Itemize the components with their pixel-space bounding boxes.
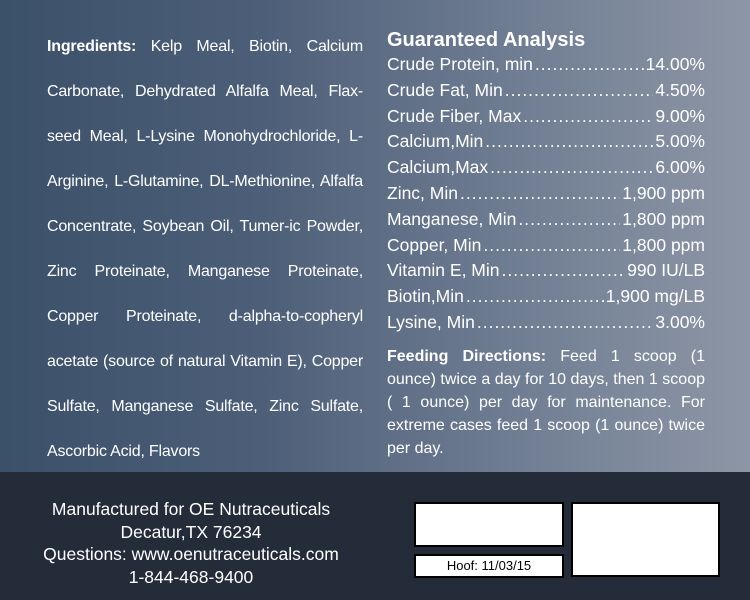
analysis-row-name: Zinc, Min [387, 182, 458, 203]
ingredients-block [47, 24, 363, 474]
analysis-row-name: Biotin,Min [387, 286, 464, 307]
analysis-row [387, 183, 705, 209]
ingredients-label: Ingredients: [47, 38, 137, 55]
blank-stamp-box [571, 502, 720, 577]
analysis-row-value: 1,800 ppm [622, 208, 705, 229]
analysis-row [387, 286, 705, 312]
analysis-row [387, 260, 705, 286]
analysis-row-name: Crude Fat, Min [387, 79, 503, 100]
analysis-row [387, 235, 705, 261]
analysis-row [387, 80, 705, 106]
blank-label-box [414, 502, 564, 547]
dot-leader [460, 183, 620, 204]
analysis-row-value: 14.00% [645, 54, 705, 74]
manufacturer-phone: 1-844-468-9400 [128, 566, 254, 587]
dot-leader [502, 260, 626, 281]
analysis-row [387, 157, 705, 183]
dot-leader [485, 131, 653, 152]
feeding-text: Feed 1 scoop (1 ounce) twice a day for 10 days, then 1 scoop ( 1 ounce) per day for maintenance. For extreme cases feed 1 scoop (1 ounce) twice per day. [387, 348, 706, 457]
dot-leader [518, 209, 620, 230]
dot-leader [483, 235, 620, 256]
analysis-row-name: Crude Protein, min [387, 54, 533, 74]
analysis-row-value: 5.00% [655, 131, 705, 152]
analysis-row-value: 1,800 ppm [622, 234, 705, 255]
analysis-row-name: Calcium,Min [387, 131, 484, 152]
analysis-row [387, 209, 705, 235]
dot-leader [477, 312, 654, 333]
manufacturer-website: Questions: www.oenutraceuticals.com [43, 544, 339, 564]
feeding-label: Feeding Directions: [387, 348, 547, 365]
manufacturer-info [0, 498, 382, 588]
dot-leader [523, 106, 653, 127]
analysis-row-name: Copper, Min [387, 234, 482, 255]
analysis-row-name: Crude Fiber, Max [387, 105, 522, 126]
analysis-table [387, 54, 705, 338]
analysis-row-name: Vitamin E, Min [387, 260, 500, 281]
analysis-title: Guaranteed Analysis [387, 29, 586, 51]
dot-leader [466, 286, 604, 307]
dot-leader [490, 157, 653, 178]
dot-leader [535, 54, 644, 75]
ingredients-text: Kelp Meal, Biotin, Calcium Carbonate, Dehydrated Alfalfa Meal, Flax-seed Meal, L-Lysine Monohydrochloride, L-Arginine, L-Glutamine, DL-Methionine, Alfalfa Concentrate, Soybean Oil, Tumer-ic Powder, Zinc Proteinate, Manganese Proteinate, Copper Proteinate, d-alpha-to-copheryl acetate (source of natural Vitamin E), Copper Sulfate, Manganese Sulfate, Zinc Sulfate, Ascorbic Acid, Flavors [47, 38, 364, 460]
analysis-row [387, 131, 705, 157]
footer-band [0, 472, 750, 600]
analysis-row [387, 54, 705, 80]
analysis-row-name: Manganese, Min [387, 208, 517, 229]
analysis-row-name: Calcium,Max [387, 157, 489, 178]
analysis-row-value: 4.50% [655, 79, 705, 100]
analysis-row-value: 3.00% [655, 311, 705, 332]
manufacturer-name: Manufactured for OE Nutraceuticals [51, 499, 331, 519]
feeding-directions [387, 345, 705, 460]
dot-leader [505, 80, 654, 101]
manufacturer-address: Decatur,TX 76234 [120, 521, 262, 542]
analysis-row-value: 990 IU/LB [627, 260, 705, 281]
analysis-row [387, 106, 705, 132]
analysis-row-value: 6.00% [655, 157, 705, 178]
analysis-row-name: Lysine, Min [387, 311, 475, 332]
analysis-row-value: 9.00% [655, 105, 705, 126]
lot-label-box: Hoof: 11/03/15 [414, 554, 564, 578]
analysis-row [387, 312, 705, 338]
analysis-row-value: 1,900 ppm [622, 182, 705, 203]
guaranteed-analysis [387, 28, 705, 338]
analysis-row-value: 1,900 mg/LB [605, 286, 705, 307]
